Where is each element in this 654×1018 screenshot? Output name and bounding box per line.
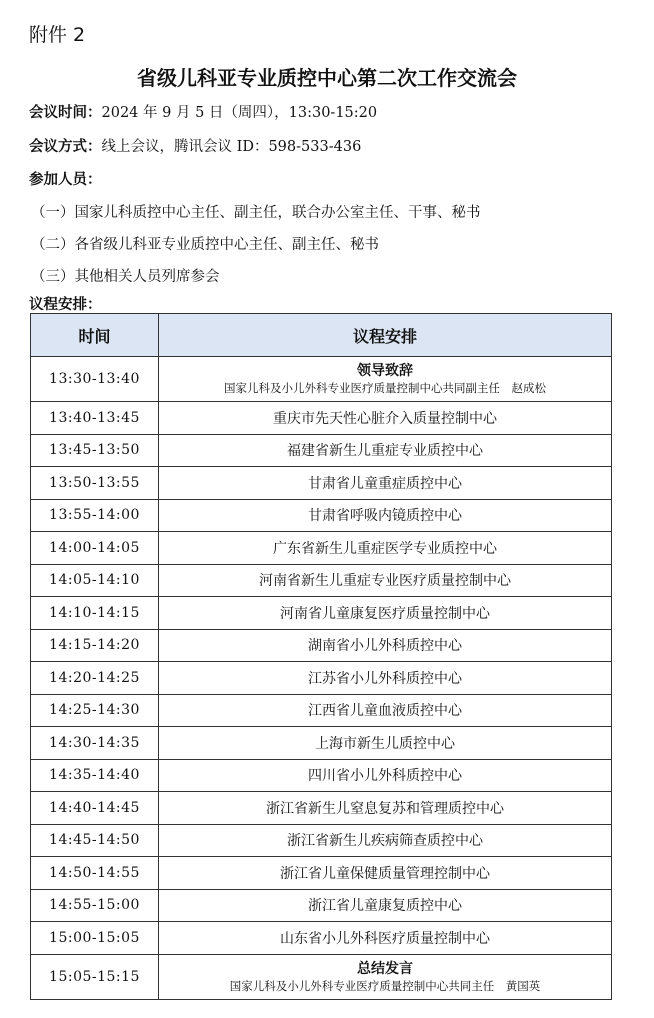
schedule-label: 议程安排： [29,297,102,313]
participants-label-text: 参加人员： [29,172,102,188]
agenda-table [30,313,612,1000]
row-agenda: 浙江省儿童康复质控中心 [159,889,612,922]
meeting-time [29,101,377,122]
row-time: 15:05-15:15 [31,954,159,999]
row-time: 14:25-14:30 [31,694,159,727]
row-agenda: 湖南省小儿外科质控中心 [159,629,612,662]
row-time: 15:00-15:05 [31,922,159,955]
row-agenda: 福建省新生儿重症专业质控中心 [159,434,612,467]
row-time: 14:45-14:50 [31,824,159,857]
row-agenda: 浙江省儿童保健质量管理控制中心 [159,857,612,890]
table-row [31,564,612,597]
participant-item-3: （三）其他相关人员列席参会 [31,269,220,285]
meeting-time-label: 会议时间： [29,105,102,121]
row-time: 14:40-14:45 [31,792,159,825]
row-agenda [159,357,612,402]
agenda-item-speaker: 国家儿科及小儿外科专业医疗质量控制中心共同主任 黄国英 [229,978,541,993]
row-agenda: 江西省儿童血液质控中心 [159,694,612,727]
row-agenda: 上海市新生儿质控中心 [159,727,612,760]
table-row [31,467,612,500]
table-row [31,357,612,402]
table-row [31,532,612,565]
meeting-time-value: 2024 年 9 月 5 日（周四），13:30-15:20 [101,105,378,121]
table-row [31,499,612,532]
row-agenda: 山东省小儿外科医疗质量控制中心 [159,922,612,955]
table-row [31,922,612,955]
table-row [31,954,612,999]
table-row [31,824,612,857]
row-time: 13:40-13:45 [31,402,159,435]
row-time: 14:30-14:35 [31,727,159,760]
header-time: 时间 [31,314,159,357]
meeting-mode-value: 线上会议，腾讯会议 ID：598-533-436 [101,139,362,155]
table-row [31,434,612,467]
table-row [31,629,612,662]
row-agenda: 广东省新生儿重症医学专业质控中心 [159,532,612,565]
row-agenda: 甘肃省儿童重症质控中心 [159,467,612,500]
meeting-mode-label: 会议方式： [29,139,102,155]
row-time: 14:50-14:55 [31,857,159,890]
table-row [31,792,612,825]
participant-item-2: （二）各省级儿科亚专业质控中心主任、副主任、秘书 [31,237,379,253]
row-agenda: 河南省新生儿重症专业医疗质量控制中心 [159,564,612,597]
agenda-item-title: 领导致辞 [357,363,413,379]
row-agenda [159,954,612,999]
row-time: 14:35-14:40 [31,759,159,792]
row-time: 13:45-13:50 [31,434,159,467]
agenda-header-row [31,314,612,357]
table-row [31,662,612,695]
header-agenda: 议程安排 [159,314,612,357]
row-agenda: 河南省儿童康复医疗质量控制中心 [159,597,612,630]
agenda-item-title: 总结发言 [357,960,413,977]
participant-item-1: （一）国家儿科质控中心主任、副主任，联合办公室主任、干事、秘书 [31,205,481,221]
document-title: 省级儿科亚专业质控中心第二次工作交流会 [137,66,517,90]
table-row [31,759,612,792]
table-row [31,694,612,727]
row-time: 14:00-14:05 [31,532,159,565]
attachment-label: 附件 2 [29,24,86,46]
row-time: 14:05-14:10 [31,564,159,597]
row-agenda: 浙江省新生儿窒息复苏和管理质控中心 [159,792,612,825]
row-time: 14:20-14:25 [31,662,159,695]
row-time: 13:50-13:55 [31,467,159,500]
row-agenda: 四川省小儿外科质控中心 [159,759,612,792]
meeting-mode [29,135,361,156]
row-time: 13:55-14:00 [31,499,159,532]
participants-label [29,168,102,189]
table-row [31,889,612,922]
row-agenda: 浙江省新生儿疾病筛查质控中心 [159,824,612,857]
row-time: 14:55-15:00 [31,889,159,922]
table-row [31,597,612,630]
agenda-item-speaker: 国家儿科及小儿外科专业医疗质量控制中心共同副主任 赵成松 [224,381,546,395]
row-agenda: 甘肃省呼吸内镜质控中心 [159,499,612,532]
row-time: 14:15-14:20 [31,629,159,662]
table-row [31,402,612,435]
row-time: 14:10-14:15 [31,597,159,630]
row-agenda: 江苏省小儿外科质控中心 [159,662,612,695]
agenda-body [31,357,612,1000]
row-time: 13:30-13:40 [31,357,159,402]
table-row [31,857,612,890]
table-row [31,727,612,760]
row-agenda: 重庆市先天性心脏介入质量控制中心 [159,402,612,435]
